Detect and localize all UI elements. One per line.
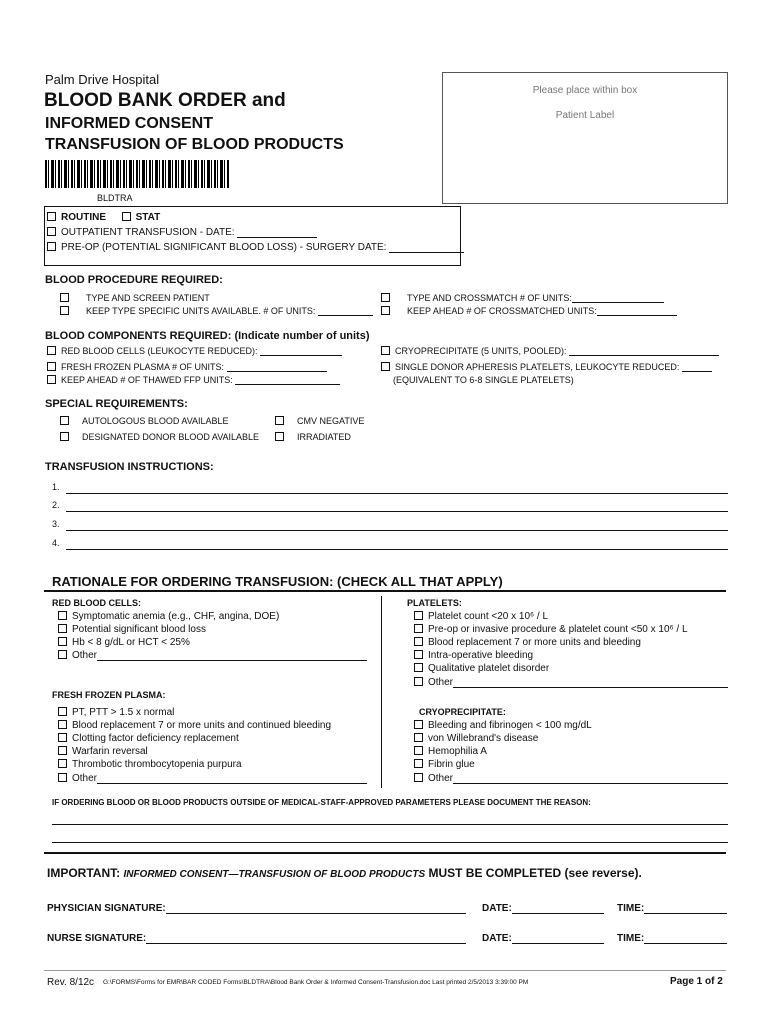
plt-reason-label: Qualitative platelet disorder: [428, 663, 550, 674]
rationale-divider: [381, 596, 382, 788]
file-path: G:\FORMS\Forms for EMR\BAR CODED Forms\BLDTRA\Blood Bank Order & Informed Consent-Transfusion.doc Last printed 2/5/2013 3:39:00 PM: [103, 979, 529, 986]
section-divider: [44, 852, 726, 854]
type-specific-units-field[interactable]: [318, 315, 373, 316]
important-consent-title: INFORMED CONSENT—TRANSFUSION OF BLOOD PRODUCTS: [123, 869, 426, 880]
cmv-negative-checkbox[interactable]: [275, 416, 284, 425]
autologous-label: AUTOLOGOUS BLOOD AVAILABLE: [82, 416, 229, 426]
label-box-instruction: Please place within box: [532, 85, 638, 96]
cryo-other-label: Other: [428, 773, 454, 784]
cryo-label: CRYOPRECIPITATE (5 UNITS, POOLED):: [395, 346, 567, 356]
cryo-other-field[interactable]: [453, 783, 728, 784]
cryo-other-checkbox[interactable]: [414, 773, 423, 782]
ffp-reason-label: Clotting factor deficiency replacement: [72, 733, 239, 744]
patient-label-box: [442, 72, 728, 204]
rbc-other-checkbox[interactable]: [58, 650, 67, 659]
plt-rationale-heading: PLATELETS:: [407, 598, 462, 608]
preop-label: PRE-OP (POTENTIAL SIGNIFICANT BLOOD LOSS) - SURGERY DATE:: [61, 242, 387, 253]
plt-reason-label: Platelet count <20 x 10⁶ / L: [428, 611, 549, 622]
outpatient-date-field[interactable]: [237, 237, 317, 238]
barcode: [45, 160, 229, 188]
label-box-title: Patient Label: [555, 110, 615, 121]
designated-donor-label: DESIGNATED DONOR BLOOD AVAILABLE: [82, 432, 260, 442]
form-title-line1: BLOOD BANK ORDER and: [44, 90, 286, 111]
cryo-reason-label: Hemophilia A: [428, 746, 487, 757]
instruction-number: 3.: [52, 519, 60, 529]
rbc-reason-checkbox[interactable]: [58, 637, 67, 646]
stat-label: STAT: [135, 212, 161, 223]
cryo-units-field[interactable]: [569, 355, 719, 356]
footer-divider: [44, 970, 726, 971]
page-number: Page 1 of 2: [670, 976, 723, 987]
nurse-date-field[interactable]: [512, 943, 604, 944]
plt-reason-checkbox[interactable]: [414, 663, 423, 672]
rbc-units-field[interactable]: [260, 355, 342, 356]
important-label: IMPORTANT:: [47, 866, 121, 880]
instruction-line-4[interactable]: [66, 549, 728, 550]
rbc-reason-checkbox[interactable]: [58, 611, 67, 620]
special-heading: SPECIAL REQUIREMENTS:: [45, 398, 188, 410]
plt-other-field[interactable]: [453, 687, 728, 688]
crossmatch-checkbox[interactable]: [381, 293, 390, 302]
nurse-date-label: DATE:: [482, 933, 512, 944]
hospital-name: Palm Drive Hospital: [45, 72, 160, 87]
physician-date-field[interactable]: [512, 913, 604, 914]
cryo-reason-label: Fibrin glue: [428, 759, 475, 770]
ffp-checkbox[interactable]: [47, 362, 56, 371]
ffp-other-field[interactable]: [97, 783, 367, 784]
instruction-number: 4.: [52, 538, 60, 548]
thawed-ffp-label: KEEP AHEAD # OF THAWED FFP UNITS:: [61, 375, 233, 385]
ffp-reason-checkbox[interactable]: [58, 707, 67, 716]
plt-reason-checkbox[interactable]: [414, 611, 423, 620]
routine-label: ROUTINE: [61, 212, 106, 223]
cryo-rationale-heading: CRYOPRECIPITATE:: [419, 707, 506, 717]
rbc-checkbox[interactable]: [47, 346, 56, 355]
form-title-line3: TRANSFUSION OF BLOOD PRODUCTS: [45, 136, 344, 153]
physician-time-label: TIME:: [617, 903, 645, 914]
plt-reason-checkbox[interactable]: [414, 624, 423, 633]
instruction-line-2[interactable]: [66, 511, 728, 512]
physician-date-label: DATE:: [482, 903, 512, 914]
form-title-line2: INFORMED CONSENT: [45, 115, 213, 132]
rbc-reason-label: Hb < 8 g/dL or HCT < 25%: [72, 637, 190, 648]
keep-ahead-crossmatch-label: KEEP AHEAD # OF CROSSMATCHED UNITS:: [407, 306, 597, 316]
thawed-ffp-checkbox[interactable]: [47, 375, 56, 384]
crossmatch-units-field[interactable]: [572, 302, 664, 303]
important-notice: [47, 866, 642, 880]
ffp-reason-checkbox[interactable]: [58, 746, 67, 755]
ffp-reason-checkbox[interactable]: [58, 720, 67, 729]
instruction-number: 2.: [52, 500, 60, 510]
nurse-signature-field[interactable]: [146, 943, 466, 944]
ffp-units-field[interactable]: [227, 371, 327, 372]
cryo-reason-label: von Willebrand's disease: [428, 733, 539, 744]
rbc-other-label: Other: [72, 650, 98, 661]
plt-reason-label: Pre-op or invasive procedure & platelet count <50 x 10⁶ / L: [428, 624, 688, 635]
instruction-line-1[interactable]: [66, 493, 728, 494]
keep-ahead-crossmatch-field[interactable]: [597, 315, 677, 316]
outpatient-label: OUTPATIENT TRANSFUSION - DATE:: [61, 227, 235, 238]
physician-signature-field[interactable]: [166, 913, 466, 914]
ffp-reason-checkbox[interactable]: [58, 733, 67, 742]
platelets-checkbox[interactable]: [381, 362, 390, 371]
instructions-heading: TRANSFUSION INSTRUCTIONS:: [45, 461, 214, 473]
type-specific-label: KEEP TYPE SPECIFIC UNITS AVAILABLE. # OF UNITS:: [86, 306, 316, 316]
outside-parameters-note: IF ORDERING BLOOD OR BLOOD PRODUCTS OUTSIDE OF MEDICAL-STAFF-APPROVED PARAMETERS PLEASE DOCUMENT THE REASON:: [52, 798, 591, 807]
ffp-rationale-heading: FRESH FROZEN PLASMA:: [52, 690, 166, 700]
routine-checkbox[interactable]: [47, 212, 56, 221]
ffp-reason-checkbox[interactable]: [58, 759, 67, 768]
outpatient-checkbox[interactable]: [47, 227, 56, 236]
plt-reason-label: Intra-operative bleeding: [428, 650, 534, 661]
ffp-reason-label: Warfarin reversal: [72, 746, 148, 757]
platelets-equivalent-note: (EQUIVALENT TO 6-8 SINGLE PLATELETS): [393, 375, 574, 385]
cryo-reason-checkbox[interactable]: [414, 733, 423, 742]
procedure-heading: BLOOD PROCEDURE REQUIRED:: [45, 274, 223, 286]
cryo-reason-checkbox[interactable]: [414, 720, 423, 729]
ffp-reason-label: Blood replacement 7 or more units and continued bleeding: [72, 720, 332, 731]
platelets-label: SINGLE DONOR APHERESIS PLATELETS, LEUKOCYTE REDUCED:: [395, 362, 680, 372]
plt-other-label: Other: [428, 677, 454, 688]
designated-donor-checkbox[interactable]: [60, 432, 69, 441]
rbc-reason-checkbox[interactable]: [58, 624, 67, 633]
ffp-other-checkbox[interactable]: [58, 773, 67, 782]
crossmatch-label: TYPE AND CROSSMATCH # OF UNITS:: [407, 293, 572, 303]
type-specific-checkbox[interactable]: [60, 306, 69, 315]
autologous-checkbox[interactable]: [60, 416, 69, 425]
instruction-number: 1.: [52, 482, 60, 492]
physician-signature-label: PHYSICIAN SIGNATURE:: [47, 903, 166, 914]
rationale-heading: RATIONALE FOR ORDERING TRANSFUSION: (CHECK ALL THAT APPLY): [52, 574, 503, 589]
cryo-reason-checkbox[interactable]: [414, 746, 423, 755]
plt-reason-checkbox[interactable]: [414, 650, 423, 659]
surgery-date-field[interactable]: [389, 252, 464, 253]
rbc-rationale-heading: RED BLOOD CELLS:: [52, 598, 141, 608]
rbc-reason-label: Symptomatic anemia (e.g., CHF, angina, DOE): [72, 611, 280, 622]
rbc-other-field[interactable]: [97, 660, 367, 661]
type-screen-checkbox[interactable]: [60, 293, 69, 302]
reason-line-1[interactable]: [52, 824, 728, 825]
cryo-checkbox[interactable]: [381, 346, 390, 355]
platelets-units-field[interactable]: [682, 371, 712, 372]
stat-checkbox[interactable]: [122, 212, 131, 221]
ffp-reason-label: PT, PTT > 1.5 x normal: [72, 707, 175, 718]
components-heading: BLOOD COMPONENTS REQUIRED: (Indicate number of units): [45, 330, 370, 342]
rbc-reason-label: Potential significant blood loss: [72, 624, 206, 635]
irradiated-checkbox[interactable]: [275, 432, 284, 441]
preop-checkbox[interactable]: [47, 242, 56, 251]
rbc-label: RED BLOOD CELLS (LEUKOCYTE REDUCED):: [61, 346, 258, 356]
cryo-reason-checkbox[interactable]: [414, 759, 423, 768]
irradiated-label: IRRADIATED: [297, 432, 351, 442]
ffp-label: FRESH FROZEN PLASMA # OF UNITS:: [61, 362, 225, 372]
ffp-other-label: Other: [72, 773, 98, 784]
reason-line-2[interactable]: [52, 842, 728, 843]
ffp-reason-label: Thrombotic thrombocytopenia purpura: [72, 759, 242, 770]
keep-ahead-crossmatch-checkbox[interactable]: [381, 306, 390, 315]
revision-label: Rev. 8/12c: [47, 977, 95, 988]
nurse-time-label: TIME:: [617, 933, 645, 944]
plt-reason-label: Blood replacement 7 or more units and bleeding: [428, 637, 641, 648]
important-rest: MUST BE COMPLETED (see reverse).: [428, 866, 642, 880]
type-screen-label: TYPE AND SCREEN PATIENT: [86, 293, 210, 303]
cryo-reason-label: Bleeding and fibrinogen < 100 mg/dL: [428, 720, 592, 731]
nurse-signature-label: NURSE SIGNATURE:: [47, 933, 147, 944]
plt-reason-checkbox[interactable]: [414, 637, 423, 646]
nurse-time-field[interactable]: [644, 943, 727, 944]
physician-time-field[interactable]: [644, 913, 727, 914]
barcode-text: BLDTRA: [97, 193, 133, 203]
plt-other-checkbox[interactable]: [414, 677, 423, 686]
thawed-ffp-units-field[interactable]: [235, 384, 340, 385]
cmv-negative-label: CMV NEGATIVE: [297, 416, 365, 426]
instruction-line-3[interactable]: [66, 530, 728, 531]
